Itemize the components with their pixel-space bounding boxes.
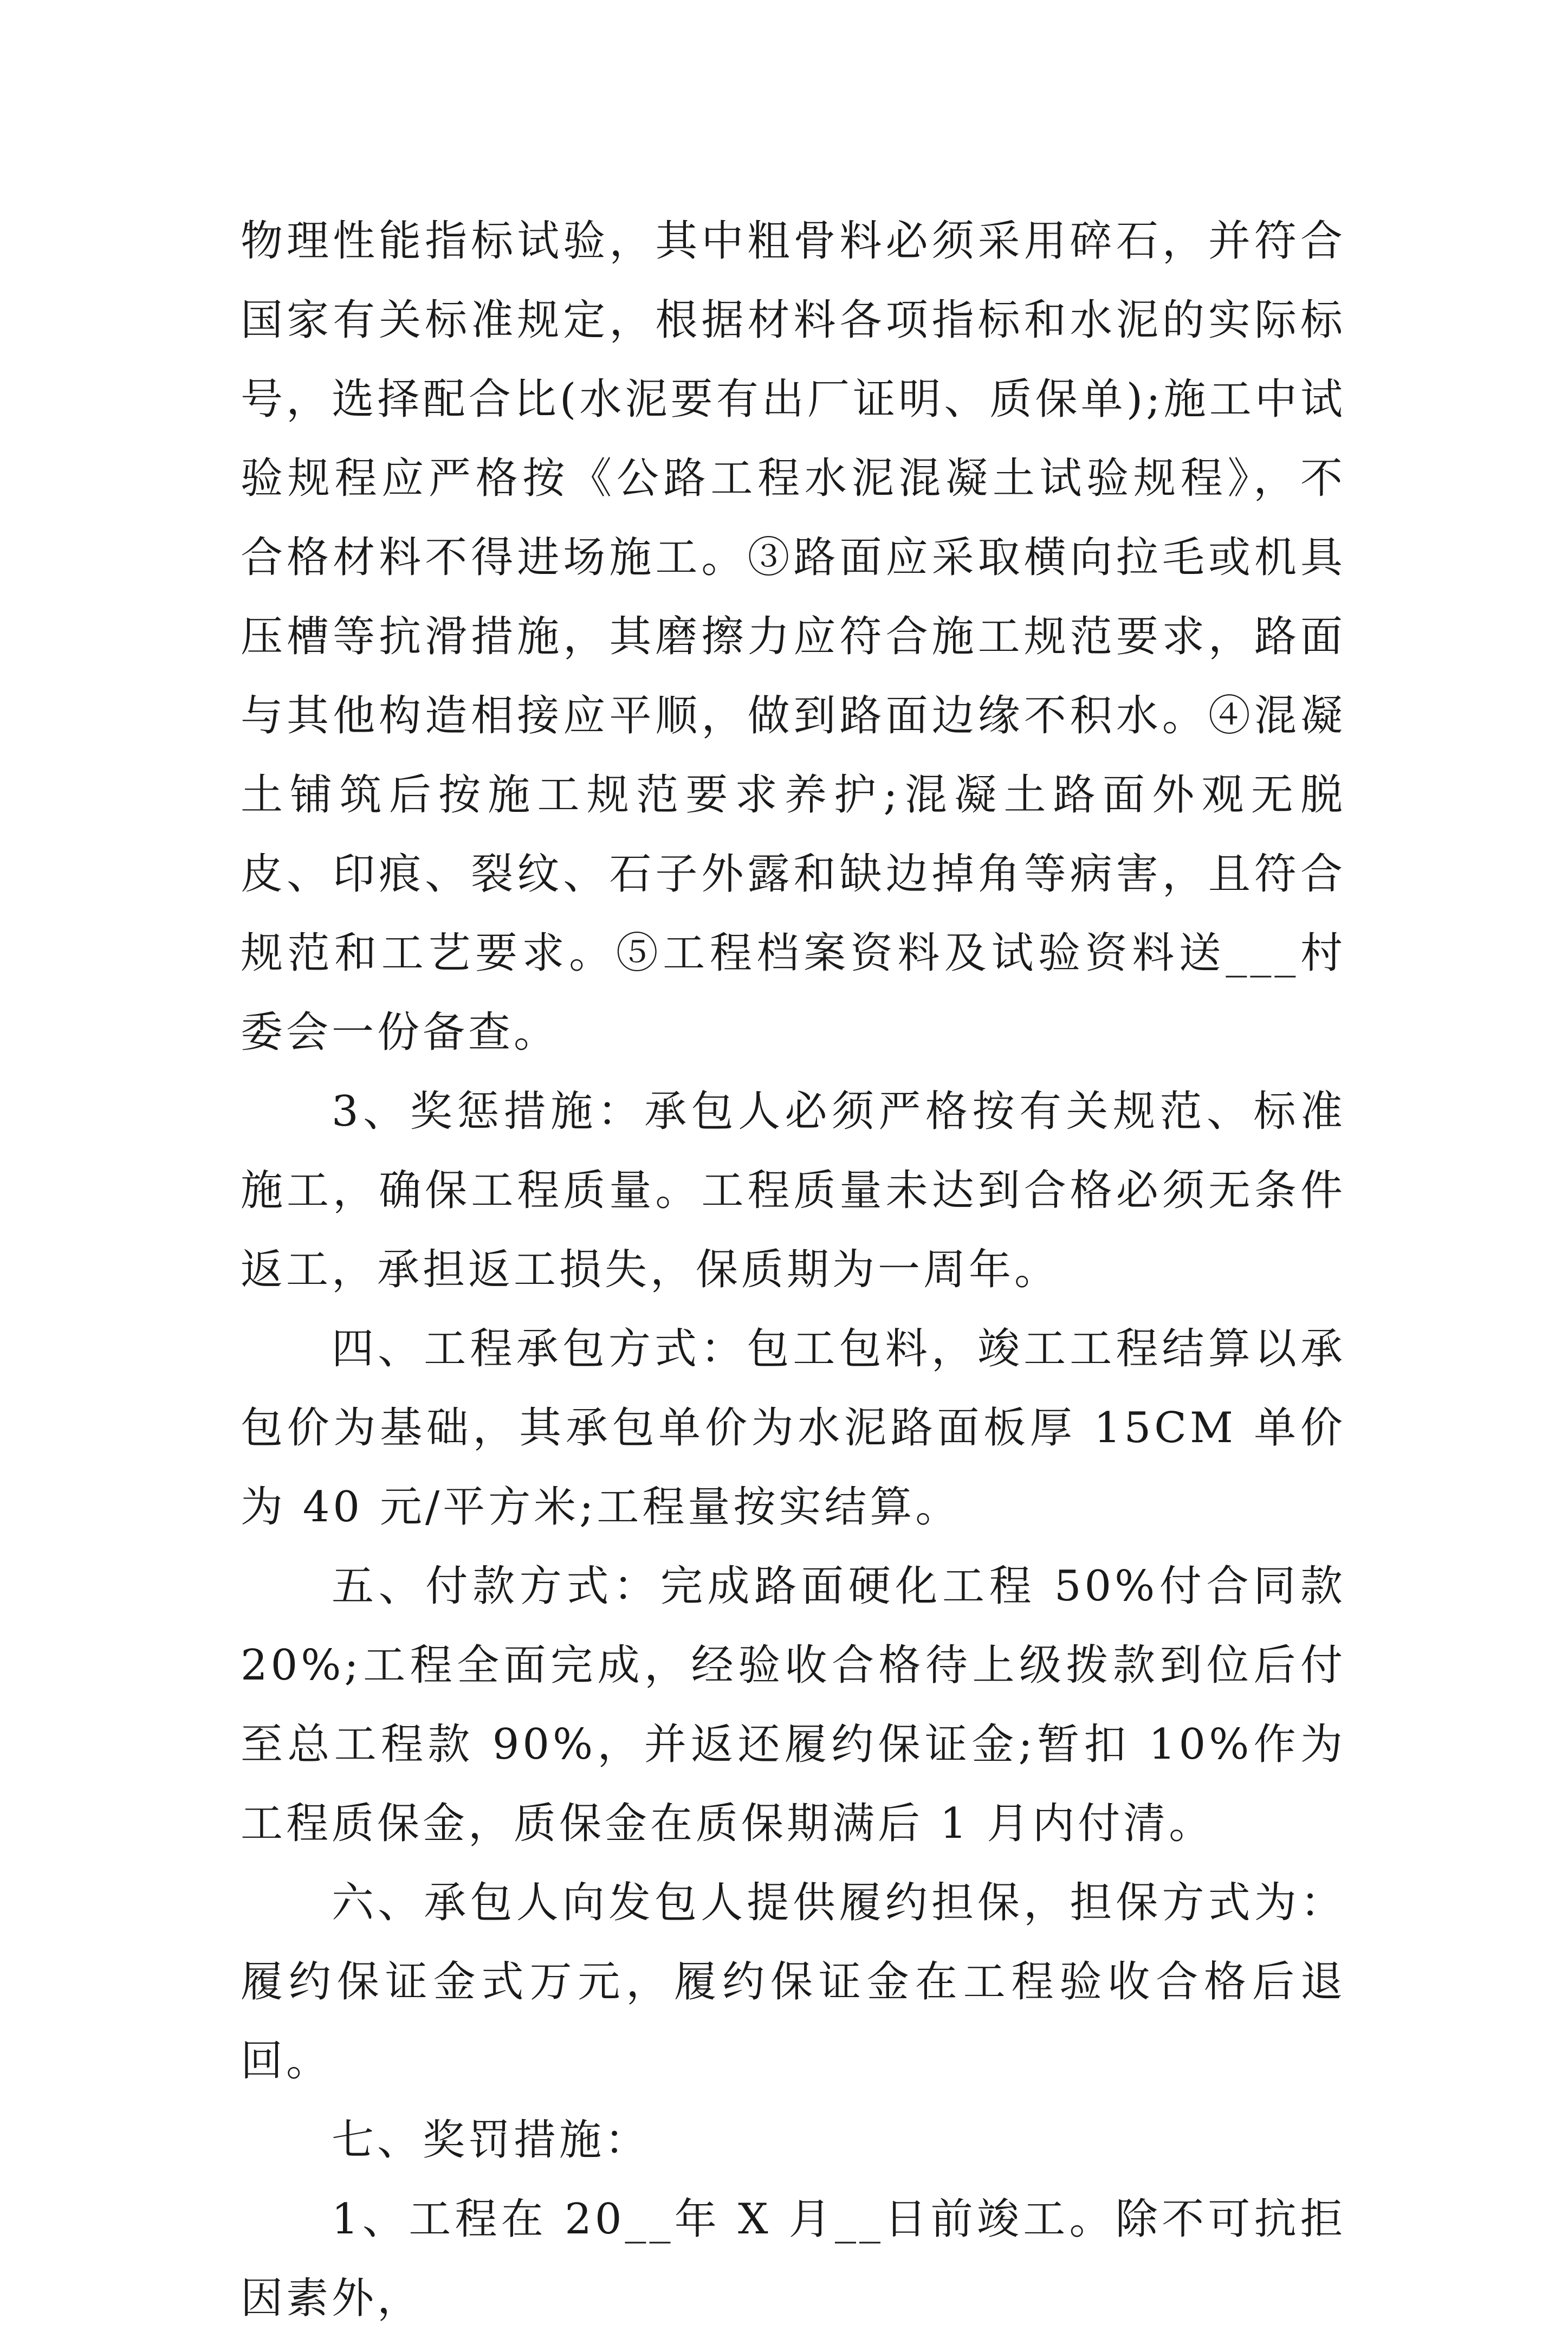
paragraph-completion-date: 1、工程在 20__年 X 月__日前竣工。除不可抗拒因素外， bbox=[241, 2195, 1346, 2323]
paragraph-payment-method: 五、付款方式：完成路面硬化工程 50%付合同款 20%;工程全面完成，经验收合格待上级拨款到位后付至总工程款 90%，并返还履约保证金;暂扣 10%作为工程质保金，质保金在质保期满后 1 月内付清。 bbox=[241, 1562, 1346, 1848]
paragraph-contract-method: 四、工程承包方式：包工包料，竣工工程结算以承包价为基础，其承包单价为水泥路面板厚 15CM 单价为 40 元/平方米;工程量按实结算。 bbox=[241, 1325, 1346, 1532]
paragraph-performance-guarantee: 六、承包人向发包人提供履约担保，担保方式为：履约保证金式万元，履约保证金在工程验收合格后退回。 bbox=[241, 1878, 1346, 2085]
paragraph-rewards-penalties: 3、奖惩措施：承包人必须严格按有关规范、标准施工，确保工程质量。工程质量未达到合格必须无条件返工，承担返工损失，保质期为一周年。 bbox=[241, 1087, 1346, 1294]
document-body bbox=[241, 202, 1346, 2338]
paragraph-reward-penalty-heading: 七、奖罚措施： bbox=[332, 2116, 651, 2165]
paragraph-materials: 物理性能指标试验，其中粗骨料必须采用碎石，并符合国家有关标准规定，根据材料各项指标和水泥的实际标号，选择配合比(水泥要有出厂证明、质保单);施工中试验规程应严格按《公路工程水泥混凝土试验规程》，不合格材料不得进场施工。③路面应采取横向拉毛或机具压槽等抗滑措施，其磨擦力应符合施工规范要求，路面与其他构造相接应平顺，做到路面边缘不积水。④混凝土铺筑后按施工规范要求养护;混凝土路面外观无脱皮、印痕、裂纹、石子外露和缺边掉角等病害，且符合规范和工艺要求。⑤工程档案资料及试验资料送___村委会一份备查。 bbox=[241, 217, 1346, 1057]
